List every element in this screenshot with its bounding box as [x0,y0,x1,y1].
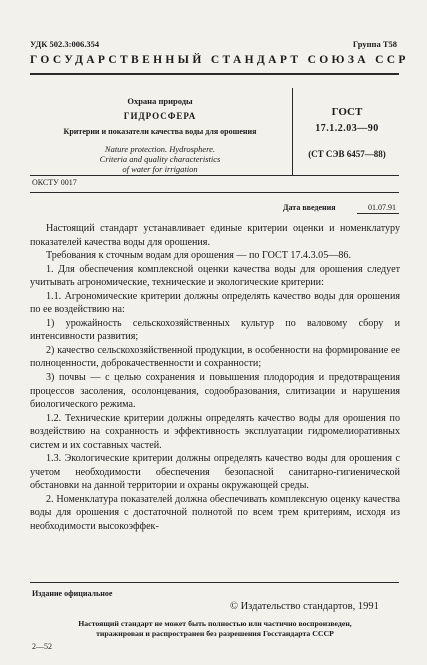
footer-rule [30,582,399,583]
standard-banner: ГОСУДАРСТВЕННЫЙ СТАНДАРТ СОЮЗА ССР [30,54,409,66]
title-block-rule [30,175,399,176]
okstu-code: ОКСТУ 0017 [32,178,77,187]
paragraph: Настоящий стандарт устанавливает единые критерии оценки и номенклатуру показателей качества воды для орошения. [30,223,400,248]
title-divider [292,88,293,175]
section-title: Охрана природы [127,96,193,106]
intro-date-value: 01.07.91 [368,203,396,212]
intro-date-label: Дата введения [283,203,336,212]
paragraph: 1.1. Агрономические критерии должны определять качество воды для орошения по ее воздействию на: [30,290,400,316]
date-underline [357,213,399,214]
udk-code: УДК 502.3:006.354 [30,39,100,49]
paragraph: 1) урожайность сельскохозяйственных культур по валовому сбору и интенсивности развития; [30,317,400,343]
group-code: Группа Т58 [352,39,397,49]
paragraph: 2) качество сельскохозяйственной продукции, в особенности на формирование ее полноценности, доброкачественности и сохранности; [30,344,400,370]
gost-number: 17.1.2.03—90 [315,123,379,134]
paragraph: 3) почвы — с целью сохранения и повышения плодородия и предотвращения процессов засоления, осолонцевания, содообразования, слитизации и нарушения биологического режима. [30,372,400,411]
sheet-number: 2—52 [32,642,52,651]
copyright: © Издательство стандартов, 1991 [230,601,379,612]
paragraph: 1.3. Экологические критерии должны определять качество воды для орошения с учетом необходимости обеспечения безопасной санитарно-гигиенической обстановки на данной территории и охраны окружающей среды. [30,453,400,492]
okstu-rule [30,192,399,193]
paragraph: 2. Номенклатура показателей должна обеспечивать комплексную оценку качества воды для орошения с достаточной полнотой по всем трем критериям, исходя из необходимости высокоэффек- [30,493,400,533]
notice-line: тиражирован и распространен без разрешения Госстандарта СССР [96,629,334,638]
banner-underline [30,73,399,75]
paragraph: 1. Для обеспечения комплексной оценки качества воды для орошения следует учитывать агрономические, технические и экологические критерии: [30,263,400,289]
paragraph: Требования к сточным водам для орошения — по ГОСТ 17.4.3.05—86. [46,250,351,262]
notice-line: Настоящий стандарт не может быть полностью или частично воспроизведен, [78,619,352,628]
english-title-line: Criteria and quality characteristics [99,154,221,164]
subject-title: ГИДРОСФЕРА [123,111,197,121]
english-title [30,144,290,174]
gost-label: ГОСТ [331,106,363,118]
body-text [30,222,400,534]
official-edition: Издание официальное [32,589,113,598]
st-sev-number: (СТ СЭВ 6457—88) [308,149,386,159]
reproduction-notice [30,619,400,639]
english-title-line: Nature protection. Hydrosphere. [104,144,216,154]
russian-title: Критерии и показатели качества воды для орошения [63,127,257,136]
english-title-line: of water for irrigation [122,164,198,174]
paragraph: 1.2. Технические критерии должны определять качество воды для орошения по воздействию на сохранность и эффективность эксплуатации гидромелиоративных систем и их составных частей. [30,412,400,451]
